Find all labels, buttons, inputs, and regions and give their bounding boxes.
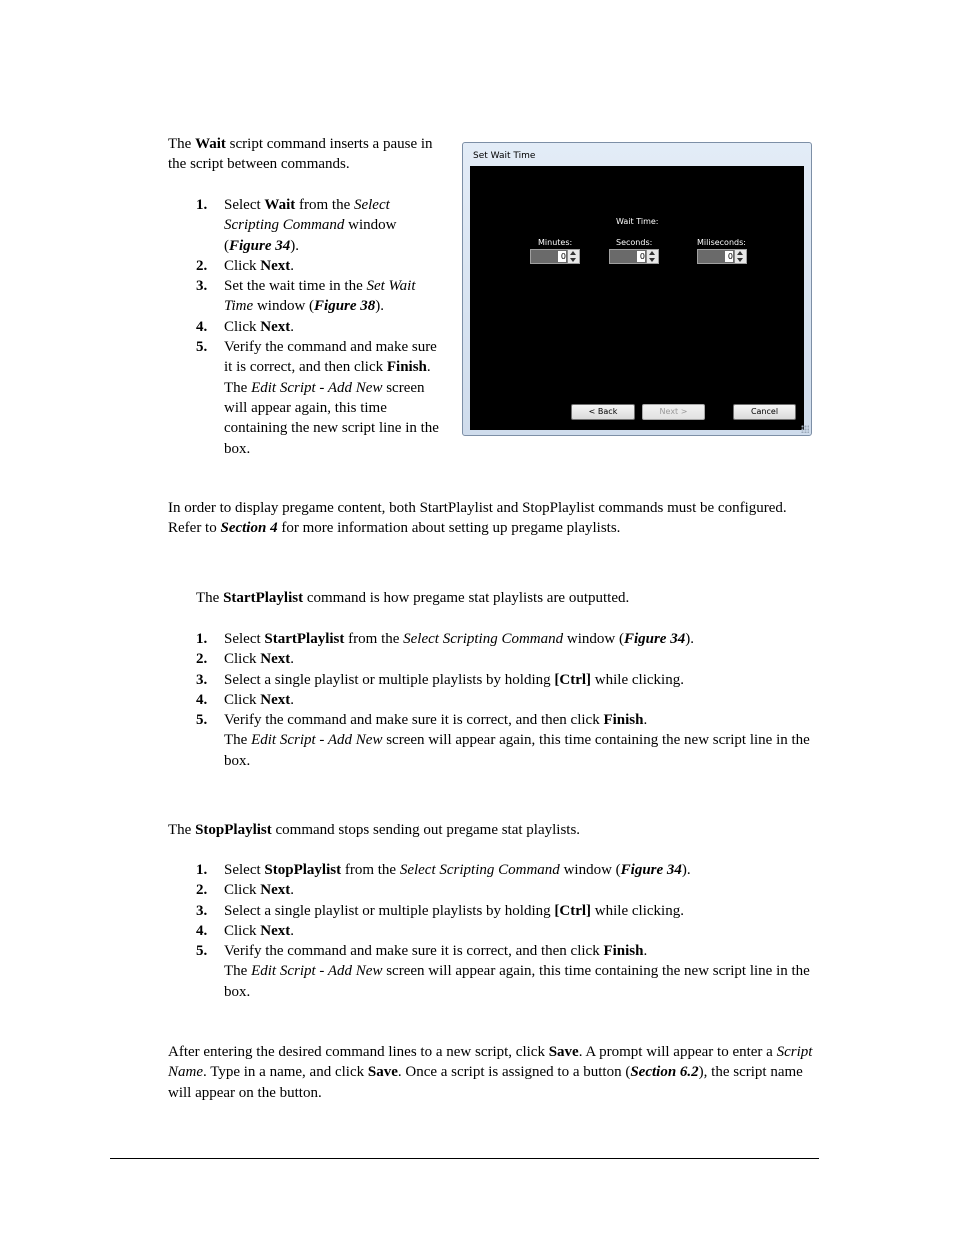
emphasis-run: Next — [260, 691, 291, 708]
text-run: The — [224, 732, 252, 749]
text-run: The — [224, 963, 252, 980]
set-wait-time-dialog — [462, 142, 812, 436]
step-item — [196, 921, 816, 941]
step-number: 5. — [196, 339, 208, 356]
emphasis-run: Save — [548, 1044, 579, 1060]
text-run: . The — [224, 359, 431, 396]
emphasis-run: Edit Script - Add New — [251, 732, 383, 749]
save-paragraph — [168, 1042, 818, 1103]
minutes-value[interactable]: 0 — [558, 251, 566, 262]
arrow-up-icon[interactable] — [737, 251, 743, 255]
step-item — [196, 941, 816, 1002]
text-run: from the — [341, 862, 400, 878]
step-item — [196, 256, 446, 276]
emphasis-run: Next — [260, 257, 291, 274]
wait-steps — [196, 195, 446, 459]
text-run: window ( — [563, 631, 624, 647]
arrow-down-icon[interactable] — [649, 258, 655, 262]
emphasis-run: Next — [260, 882, 291, 899]
arrow-up-icon[interactable] — [649, 251, 655, 255]
emphasis-run: Figure 38 — [314, 298, 376, 315]
text-run: Select — [224, 631, 265, 647]
text-run: . Once a script is assigned to a button ( — [397, 1064, 631, 1081]
back-button[interactable]: < Back — [571, 404, 635, 420]
arrow-up-icon[interactable] — [570, 251, 576, 255]
step-number: 2. — [196, 257, 208, 274]
emphasis-run: Save — [367, 1064, 398, 1081]
step-item — [196, 317, 446, 337]
stopplaylist-intro — [168, 820, 768, 840]
step-item — [196, 690, 816, 710]
emphasis-run: Set Wait Time — [224, 278, 416, 315]
text-run: ), the script name will appear on the button. — [168, 1064, 803, 1101]
text-run: for more information about setting up pregame playlists. — [277, 520, 621, 537]
step-number: 2. — [196, 651, 208, 668]
next-button[interactable]: Next > — [642, 404, 705, 420]
text-run: Select a single playlist or multiple playlists by holding — [224, 671, 555, 688]
text-run: Select — [224, 197, 265, 213]
minutes-stepper[interactable] — [530, 249, 580, 264]
emphasis-run: [Ctrl] — [554, 671, 592, 688]
text-run: Verify the command and make sure it is correct, and then click — [224, 339, 437, 376]
text-run: Click — [224, 651, 261, 668]
emphasis-run: Finish — [603, 712, 644, 729]
startplaylist-intro — [196, 588, 796, 608]
resize-grip-icon[interactable] — [801, 425, 809, 433]
step-number: 3. — [196, 902, 208, 919]
step-number: 4. — [196, 318, 208, 335]
step-item — [196, 649, 816, 669]
emphasis-run: Next — [260, 318, 291, 335]
emphasis-run: Next — [260, 922, 291, 939]
text-run: . — [290, 922, 294, 939]
emphasis-run: Figure 34 — [620, 862, 682, 878]
milliseconds-value[interactable]: 0 — [725, 251, 733, 262]
text-run: from the — [344, 631, 404, 647]
step-item — [196, 195, 446, 256]
emphasis-run: Edit Script - Add New — [251, 379, 383, 396]
text-run: ). — [375, 298, 385, 315]
emphasis-run: StartPlaylist — [223, 590, 304, 606]
footer-rule — [110, 1158, 819, 1159]
text-run: . A prompt will appear to enter a — [578, 1044, 777, 1060]
emphasis-run: Figure 34 — [623, 631, 686, 647]
text-run: Set the wait time in the — [224, 278, 367, 295]
step-number: 1. — [196, 862, 208, 878]
wait-time-label: Wait Time: — [616, 217, 659, 226]
cancel-button[interactable]: Cancel — [733, 404, 796, 420]
emphasis-run: StopPlaylist — [195, 822, 272, 838]
seconds-value[interactable]: 0 — [637, 251, 645, 262]
emphasis-run: Select Scripting Command — [224, 197, 390, 234]
wait-command-name: Wait — [195, 136, 226, 152]
text-run: Select a single playlist or multiple playlists by holding — [224, 902, 555, 919]
seconds-label: Seconds: — [616, 238, 653, 247]
text-run: command stops sending out pregame stat playlists. — [271, 822, 581, 838]
dialog-title: Set Wait Time — [473, 151, 536, 161]
emphasis-run: Select Scripting Command — [403, 631, 564, 647]
text-run: . — [290, 257, 294, 274]
text-run: screen will appear again, this time containing the new script line in the box. — [224, 732, 810, 769]
text-run: . — [290, 691, 294, 708]
milliseconds-label: Miliseconds: — [697, 238, 746, 247]
wait-intro: The Wait script command inserts a pause in the script between commands. — [168, 136, 433, 173]
text-run: . — [290, 882, 294, 899]
step-number: 2. — [196, 882, 208, 899]
text-run: The — [196, 590, 224, 606]
emphasis-run: Script Name — [168, 1044, 813, 1081]
seconds-spin-arrows[interactable] — [646, 250, 658, 263]
dialog-body — [470, 166, 804, 430]
milliseconds-spin-arrows[interactable] — [734, 250, 746, 263]
stopplaylist-steps — [196, 860, 816, 1002]
text-run: while clicking. — [591, 671, 684, 688]
step-number: 5. — [196, 712, 208, 729]
seconds-stepper[interactable] — [609, 249, 659, 264]
step-item — [196, 276, 446, 317]
text-run: ). — [290, 237, 300, 254]
step-item — [196, 337, 446, 459]
text-run: while clicking. — [591, 902, 684, 919]
step-item — [196, 670, 816, 690]
startplaylist-steps — [196, 629, 816, 771]
emphasis-run: Next — [260, 651, 291, 668]
text-run: screen will appear again, this time containing the new script line in the box. — [224, 379, 439, 457]
step-item — [196, 860, 816, 880]
step-number: 3. — [196, 278, 208, 295]
text-run: window ( — [253, 298, 315, 315]
text-run: . — [290, 318, 294, 335]
playlist-intro — [168, 498, 818, 539]
text-run: command is how pregame stat playlists are outputted. — [303, 590, 630, 606]
text-run: Verify the command and make sure it is correct, and then click — [224, 712, 604, 729]
text-run: window ( — [224, 217, 397, 254]
minutes-spin-arrows[interactable] — [567, 250, 579, 263]
step-number: 4. — [196, 922, 208, 939]
text-run: Click — [224, 882, 261, 899]
emphasis-run: Section 4 — [220, 520, 278, 537]
text-run: . Type in a name, and click — [203, 1064, 368, 1081]
text-run: The — [168, 822, 196, 838]
text-run: from the — [295, 197, 354, 213]
emphasis-run: Figure 34 — [229, 237, 291, 254]
text-run: screen will appear again, this time containing the new script line in the box. — [224, 963, 810, 1000]
emphasis-run: Select Scripting Command — [399, 862, 560, 878]
text-run: Click — [224, 318, 261, 335]
text-run: Verify the command and make sure it is correct, and then click — [224, 943, 604, 960]
step-number: 3. — [196, 671, 208, 688]
step-number: 4. — [196, 691, 208, 708]
text-run: Click — [224, 922, 261, 939]
step-item — [196, 880, 816, 900]
emphasis-run: Edit Script - Add New — [251, 963, 383, 980]
step-item — [196, 710, 816, 771]
emphasis-run: Finish — [603, 943, 644, 960]
arrow-down-icon[interactable] — [737, 258, 743, 262]
text-run: Click — [224, 257, 261, 274]
minutes-label: Minutes: — [538, 238, 573, 247]
text-run: Select — [224, 862, 265, 878]
emphasis-run: Finish — [386, 359, 427, 376]
step-number: 5. — [196, 943, 208, 960]
milliseconds-stepper[interactable] — [697, 249, 747, 264]
text-run: Click — [224, 691, 261, 708]
step-number: 1. — [196, 631, 208, 647]
step-number: 1. — [196, 197, 208, 213]
text-run: ). — [681, 862, 691, 878]
text-run: . — [290, 651, 294, 668]
arrow-down-icon[interactable] — [570, 258, 576, 262]
emphasis-run: StartPlaylist — [264, 631, 345, 647]
step-item — [196, 629, 816, 649]
emphasis-run: Section 6.2 — [630, 1064, 699, 1081]
emphasis-run: [Ctrl] — [554, 902, 592, 919]
step-item — [196, 901, 816, 921]
text-run: . — [643, 712, 648, 729]
emphasis-run: StopPlaylist — [264, 862, 342, 878]
text-run: ). — [685, 631, 694, 647]
text-run: . — [643, 943, 648, 960]
text-run: window ( — [559, 862, 621, 878]
text-run: After entering the desired command lines to a new script, click — [168, 1044, 549, 1060]
text-run: In order to display pregame content, both StartPlaylist and StopPlaylist commands must be configured. Refer to — [168, 500, 787, 537]
emphasis-run: Wait — [264, 197, 296, 213]
